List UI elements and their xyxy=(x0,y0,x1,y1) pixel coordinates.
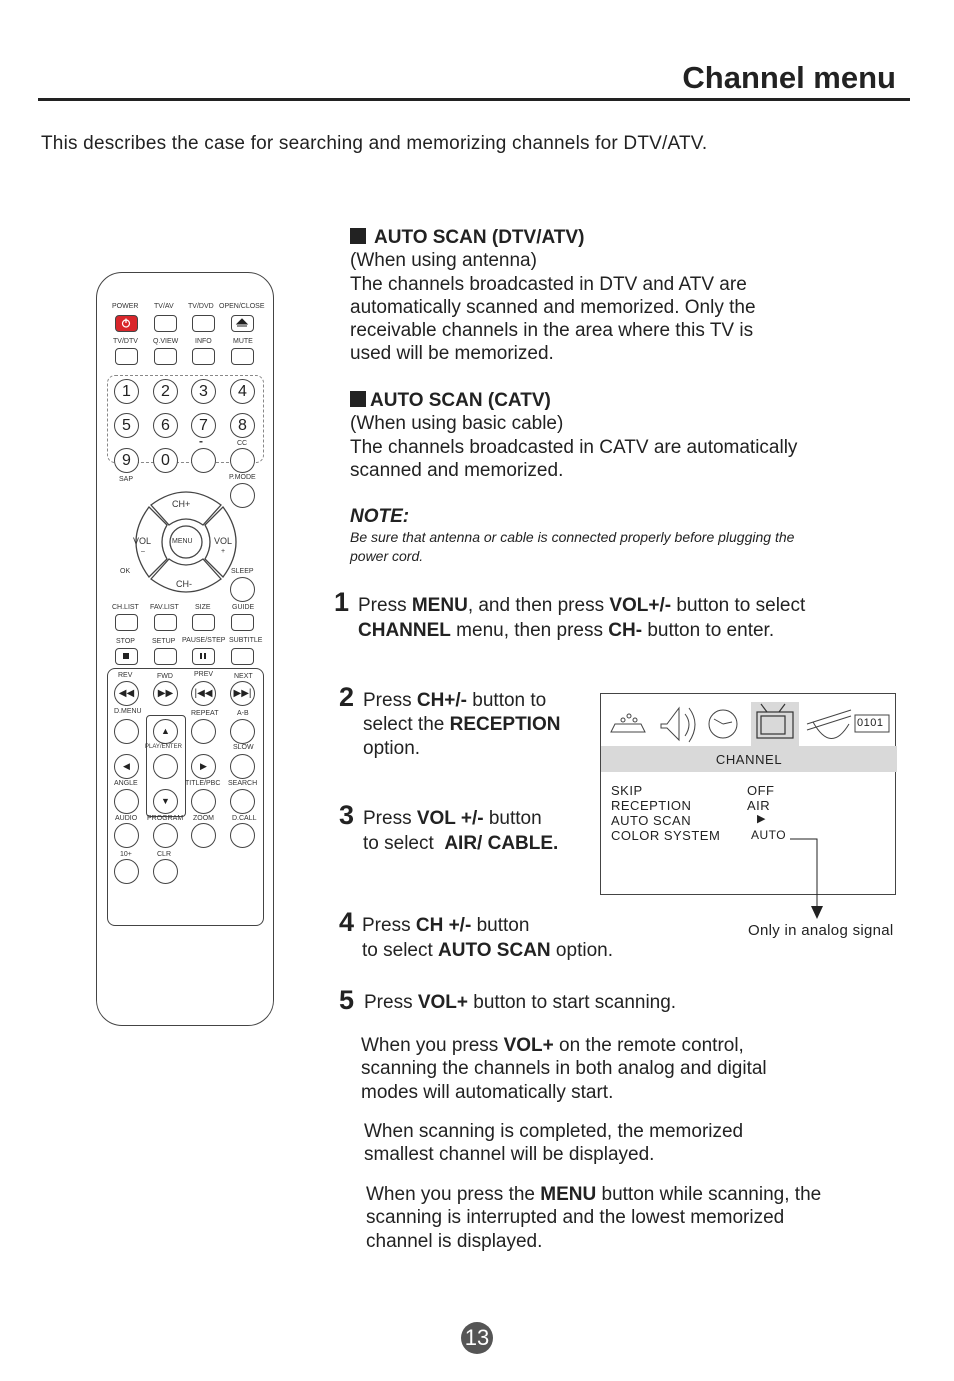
dash-label: - xyxy=(199,434,203,448)
auto-scan-dtv-line: The channels broadcasted in DTV and ATV are xyxy=(350,273,747,295)
note-heading: NOTE: xyxy=(350,506,410,527)
rewind-button[interactable] xyxy=(114,681,139,706)
picture-icon xyxy=(611,714,645,732)
rewind-icon: ◀◀ xyxy=(118,688,135,699)
menu-item-value: OFF xyxy=(747,783,775,798)
channel-menu-screen xyxy=(600,693,896,895)
intro-text: This describes the case for searching and memorizing channels for DTV/ATV. xyxy=(41,133,708,154)
menu-label: MENU xyxy=(172,538,193,545)
slow-label: SLOW xyxy=(233,744,254,751)
forward-icon: ▶▶ xyxy=(157,688,174,699)
next-button[interactable] xyxy=(230,681,255,706)
down-arrow-button[interactable] xyxy=(153,789,178,814)
eject-button[interactable] xyxy=(231,315,254,332)
subtitle-button[interactable] xyxy=(231,648,254,665)
step-number: 2 xyxy=(339,682,355,712)
page-number: 13 xyxy=(461,1322,493,1354)
sleep-button[interactable] xyxy=(230,577,255,602)
clr-button[interactable] xyxy=(153,859,178,884)
audio-button[interactable] xyxy=(114,823,139,848)
auto-scan-catv-line: (When using basic cable) xyxy=(350,413,564,435)
search-label: SEARCH xyxy=(228,780,258,787)
left-arrow-button[interactable] xyxy=(114,754,139,779)
menu-item-label: RECEPTION xyxy=(611,798,692,813)
step-number: 5 xyxy=(339,985,355,1015)
tvdvd-button[interactable] xyxy=(192,315,215,332)
angle-button[interactable] xyxy=(114,789,139,814)
tvav-label: TV/AV xyxy=(154,303,174,310)
minus-label: – xyxy=(141,548,145,555)
auto-scan-catv-heading: AUTO SCAN (CATV) xyxy=(350,389,797,412)
auto-scan-dtv-line: (When using antenna) xyxy=(350,250,537,272)
prev-button[interactable] xyxy=(191,681,216,706)
stop-button[interactable] xyxy=(115,648,138,665)
auto-scan-dtv-line: used will be memorized. xyxy=(350,343,554,365)
size-button[interactable] xyxy=(192,614,215,631)
tvdtv-label: TV/DTV xyxy=(113,338,138,345)
zoom-button[interactable] xyxy=(191,823,216,848)
program-button[interactable] xyxy=(153,823,178,848)
step-3-text: Press VOL +/- button to select AIR/ CABLE. xyxy=(363,808,559,854)
dmenu-label: D.MENU xyxy=(114,708,142,715)
square-bullet-icon xyxy=(350,228,366,244)
search-button[interactable] xyxy=(230,789,255,814)
subtitle-label: SUBTITLE xyxy=(229,637,263,644)
note-line: Be sure that antenna or cable is connected properly before plugging the xyxy=(350,529,795,545)
auto-scan-dtv-section xyxy=(350,226,756,366)
titlepbc-label: TITLE/PBC xyxy=(185,780,221,787)
forward-button[interactable] xyxy=(153,681,178,706)
sap-label: SAP xyxy=(119,476,134,483)
menu-icon-strip xyxy=(601,694,895,746)
pausestep-label: PAUSE/STEP xyxy=(182,637,226,644)
clr-label: CLR xyxy=(157,851,172,858)
step-1-text: Press MENU, and then press VOL+/- button to select CHANNEL menu, then press CH- button to enter. xyxy=(358,595,806,641)
setup-button[interactable] xyxy=(154,648,177,665)
favlist-button[interactable] xyxy=(154,614,177,631)
stop-icon xyxy=(116,649,136,663)
channel-number: 0101 xyxy=(857,717,884,729)
play-enter-button[interactable] xyxy=(153,754,178,779)
scan-paragraph-3: When you press the MENU button while scanning, the scanning is interrupted and the lowest memorized channel is displayed. xyxy=(366,1184,822,1252)
pmode-label: P.MODE xyxy=(229,474,256,481)
analog-callout-text: Only in analog signal xyxy=(748,922,894,939)
menu-item-value: AUTO xyxy=(751,828,787,842)
audio-label: AUDIO xyxy=(115,815,138,822)
digit-button[interactable]: 5 xyxy=(114,413,139,438)
stop-label: STOP xyxy=(116,638,135,645)
ten-plus-label: 10+ xyxy=(120,851,132,858)
scan-paragraph-1: When you press VOL+ on the remote control, scanning the channels in both analog and digital modes will automatically start. xyxy=(361,1035,767,1103)
power-icon xyxy=(116,316,136,330)
auto-scan-dtv-line: automatically scanned and memorized. Only the xyxy=(350,296,756,318)
guide-label: GUIDE xyxy=(232,604,255,611)
up-arrow-icon: ▲ xyxy=(161,726,170,736)
play-arrow-icon: ▶ xyxy=(757,813,766,825)
auto-scan-dtv-heading: AUTO SCAN (DTV/ATV) xyxy=(350,226,756,249)
square-bullet-icon xyxy=(350,391,366,407)
digit-button[interactable]: 4 xyxy=(230,379,255,404)
step-number: 4 xyxy=(339,907,355,937)
digit-button[interactable]: 6 xyxy=(153,413,178,438)
skip-forward-icon: ▶▶| xyxy=(233,688,252,699)
zoom-label: ZOOM xyxy=(193,815,214,822)
left-arrow-icon: ◀ xyxy=(123,761,130,771)
cc-label: CC xyxy=(237,440,248,447)
chlist-label: CH.LIST xyxy=(112,604,139,611)
ok-label: OK xyxy=(120,568,131,575)
chminus-label: CH- xyxy=(176,579,192,589)
size-label: SIZE xyxy=(195,604,211,611)
sound-icon xyxy=(661,708,695,742)
digit-button[interactable]: 1 xyxy=(114,379,139,404)
pause-icon xyxy=(193,649,213,663)
tvdtv-button[interactable] xyxy=(115,348,138,365)
plus-label: + xyxy=(221,548,226,555)
dash-button[interactable] xyxy=(191,448,216,473)
openclose-label: OPEN/CLOSE xyxy=(219,303,265,310)
auto-scan-dtv-line: receivable channels in the area where this TV is xyxy=(350,320,754,342)
digit-button[interactable]: 2 xyxy=(153,379,178,404)
lock-icon xyxy=(807,710,851,739)
digit-button[interactable]: 3 xyxy=(191,379,216,404)
ten-plus-button[interactable] xyxy=(114,859,139,884)
dcall-button[interactable] xyxy=(230,823,255,848)
step-2-text: Press CH+/- button to select the RECEPTION option. xyxy=(363,690,561,759)
note-text xyxy=(350,528,794,566)
pause-button[interactable] xyxy=(192,648,215,665)
info-button[interactable] xyxy=(192,348,215,365)
ab-label: A-B xyxy=(237,710,249,717)
cc-button[interactable] xyxy=(230,448,255,473)
dmenu-button[interactable] xyxy=(114,719,139,744)
callout-arrow xyxy=(780,830,840,922)
auto-scan-catv-line: The channels broadcasted in CATV are automatically xyxy=(350,436,798,458)
digit-button[interactable]: 8 xyxy=(230,413,255,438)
repeat-button[interactable] xyxy=(191,719,216,744)
up-arrow-button[interactable] xyxy=(153,719,178,744)
rev-label: REV xyxy=(118,672,133,679)
sleep-label: SLEEP xyxy=(231,568,254,575)
title-rule xyxy=(38,98,910,101)
angle-label: ANGLE xyxy=(114,780,138,787)
dcall-label: D.CALL xyxy=(232,815,257,822)
menu-item-label: AUTO SCAN xyxy=(611,813,692,828)
down-arrow-icon: ▼ xyxy=(161,796,170,806)
next-label: NEXT xyxy=(234,673,253,680)
note-line: power cord. xyxy=(350,548,424,564)
info-label: INFO xyxy=(195,338,212,345)
digit-button[interactable]: 7 xyxy=(191,413,216,438)
scan-paragraph-2: When scanning is completed, the memorized smallest channel will be displayed. xyxy=(364,1121,744,1166)
digit-button[interactable]: 9 xyxy=(114,448,139,473)
fwd-label: FWD xyxy=(157,673,173,680)
menu-item-value: AIR xyxy=(747,798,771,813)
eject-icon xyxy=(232,316,252,330)
auto-scan-catv-line: scanned and memorized. xyxy=(350,459,564,481)
power-button[interactable] xyxy=(115,315,138,332)
favlist-label: FAV.LIST xyxy=(150,604,179,611)
mute-button[interactable] xyxy=(231,348,254,365)
step-4-text: Press CH +/- button to select AUTO SCAN option. xyxy=(362,915,613,961)
chplus-label: CH+ xyxy=(172,499,191,509)
qview-button[interactable] xyxy=(154,348,177,365)
vol-right-label: VOL xyxy=(214,536,233,546)
slow-button[interactable] xyxy=(230,754,255,779)
skip-back-icon: |◀◀ xyxy=(194,688,213,699)
digit-button[interactable]: 0 xyxy=(153,448,178,473)
clock-icon xyxy=(709,710,737,738)
step-number: 1 xyxy=(334,587,350,617)
titlepbc-button[interactable] xyxy=(191,789,216,814)
menu-title-bar: CHANNEL xyxy=(601,746,897,772)
qview-label: Q.VIEW xyxy=(153,338,179,345)
selected-tab-highlight xyxy=(751,702,799,746)
remote-control xyxy=(96,272,274,1026)
setup-label: SETUP xyxy=(152,638,176,645)
ab-button[interactable] xyxy=(230,719,255,744)
repeat-label: REPEAT xyxy=(191,710,219,717)
tvav-button[interactable] xyxy=(154,315,177,332)
program-label: PROGRAM xyxy=(147,815,184,822)
playenter-label: PLAY/ENTER xyxy=(145,744,182,750)
step-number: 3 xyxy=(339,800,355,830)
chlist-button[interactable] xyxy=(115,614,138,631)
right-arrow-button[interactable] xyxy=(191,754,216,779)
power-label: POWER xyxy=(112,303,139,310)
step-5-text: Press VOL+ button to start scanning. xyxy=(364,992,677,1013)
tvdvd-label: TV/DVD xyxy=(188,303,214,310)
right-arrow-icon: ▶ xyxy=(200,761,207,771)
guide-button[interactable] xyxy=(231,614,254,631)
menu-item-label: COLOR SYSTEM xyxy=(611,828,721,843)
page-title: Channel menu xyxy=(682,60,896,95)
prev-label: PREV xyxy=(194,671,214,678)
vol-left-label: VOL xyxy=(133,536,152,546)
auto-scan-catv-section xyxy=(350,389,797,482)
mute-label: MUTE xyxy=(233,338,253,345)
menu-item-label: SKIP xyxy=(611,783,643,798)
